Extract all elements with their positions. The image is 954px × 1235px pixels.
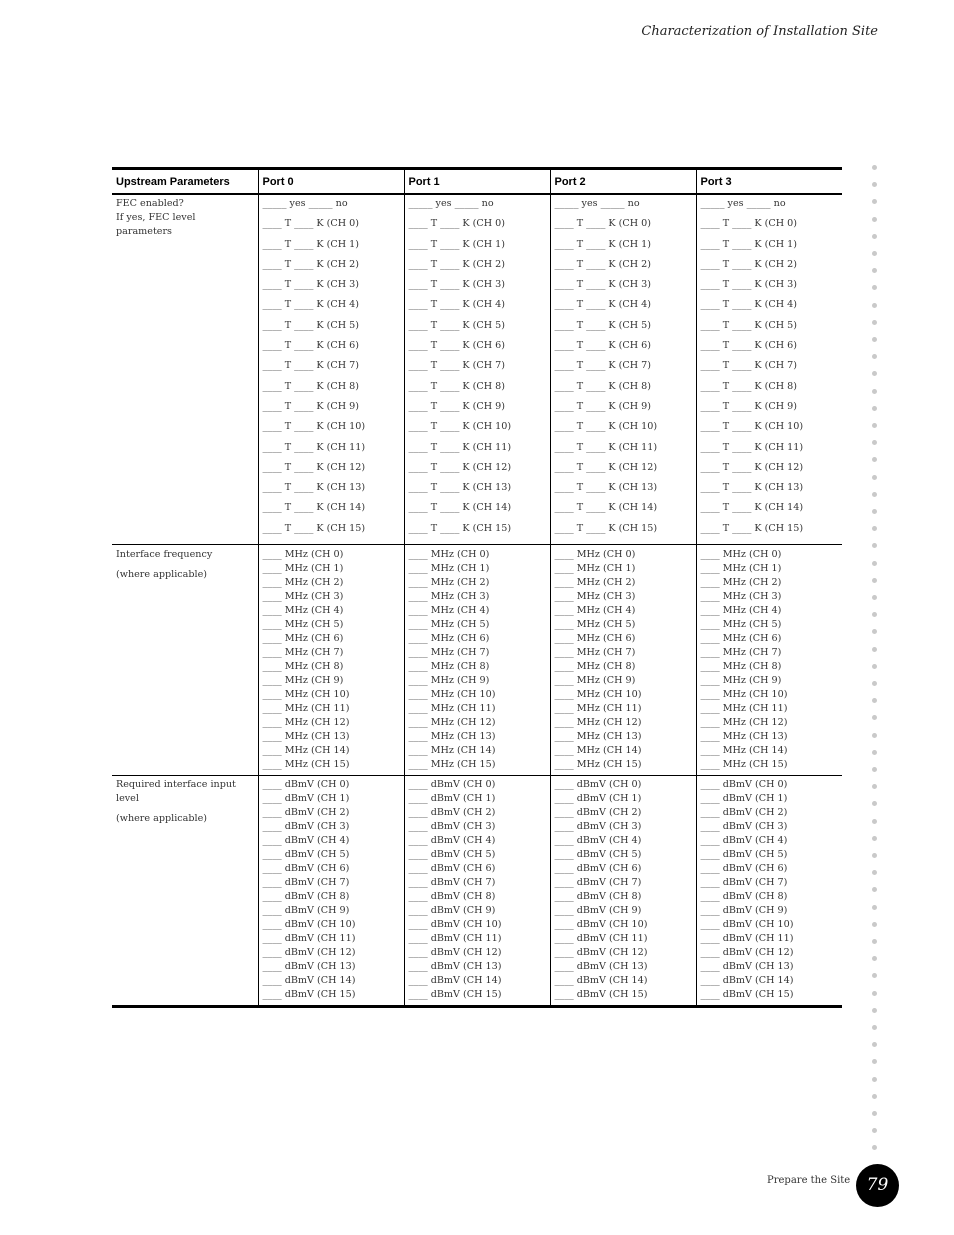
input-level-label-line: (where applicable) bbox=[116, 813, 207, 825]
field-entry-line[interactable]: ____ dBmV (CH 8) bbox=[700, 891, 788, 903]
fec-label-cell bbox=[112, 194, 258, 545]
field-entry-line[interactable]: ____ T ____ K (CH 14) bbox=[262, 502, 366, 514]
field-entry-line[interactable]: ____ MHz (CH 6) bbox=[408, 633, 490, 645]
input-level-port-3-cell[interactable] bbox=[696, 776, 842, 1007]
field-entry-line[interactable]: _____ yes _____ no bbox=[262, 198, 348, 209]
field-entry-line[interactable]: ____ T ____ K (CH 8) bbox=[408, 380, 505, 392]
field-entry-line[interactable]: ____ MHz (CH 4) bbox=[262, 605, 344, 617]
margin-dot bbox=[872, 457, 877, 462]
margin-dot bbox=[872, 234, 877, 239]
field-entry-line[interactable]: _____ yes _____ no bbox=[554, 198, 640, 209]
field-entry-line[interactable]: ____ MHz (CH 3) bbox=[262, 591, 344, 603]
field-entry-line[interactable]: ____ dBmV (CH 0) bbox=[262, 779, 350, 791]
field-entry-line[interactable]: ____ MHz (CH 13) bbox=[700, 731, 788, 743]
field-entry-line[interactable]: ____ T ____ K (CH 9) bbox=[408, 400, 505, 412]
field-entry-line[interactable]: ____ dBmV (CH 7) bbox=[262, 877, 350, 889]
fec-port-0-cell[interactable] bbox=[258, 194, 404, 545]
field-entry-line[interactable]: ____ dBmV (CH 7) bbox=[408, 877, 496, 889]
field-entry-line[interactable]: ____ T ____ K (CH 5) bbox=[262, 319, 359, 331]
field-entry-line[interactable]: ____ T ____ K (CH 11) bbox=[554, 441, 658, 453]
field-entry-line[interactable]: ____ MHz (CH 10) bbox=[700, 689, 788, 701]
field-entry-line[interactable]: ____ MHz (CH 7) bbox=[700, 647, 782, 659]
field-entry-line[interactable]: ____ MHz (CH 14) bbox=[408, 745, 496, 757]
field-entry-line[interactable]: ____ T ____ K (CH 10) bbox=[262, 421, 366, 433]
field-entry-line[interactable]: ____ T ____ K (CH 6) bbox=[700, 340, 797, 352]
field-entry-line[interactable]: ____ dBmV (CH 12) bbox=[262, 947, 356, 959]
field-entry-line[interactable]: ____ dBmV (CH 11) bbox=[554, 933, 648, 945]
margin-dot bbox=[872, 767, 877, 772]
field-entry-line[interactable]: ____ dBmV (CH 2) bbox=[408, 807, 496, 819]
frequency-port-3-cell[interactable] bbox=[696, 545, 842, 776]
upstream-parameters-table bbox=[112, 167, 842, 1008]
field-entry-line[interactable]: _____ yes _____ no bbox=[408, 198, 494, 209]
frequency-port-1-cell[interactable] bbox=[404, 545, 550, 776]
field-entry-line[interactable]: ____ MHz (CH 11) bbox=[262, 703, 350, 715]
margin-dot bbox=[872, 165, 877, 170]
field-entry-line[interactable]: ____ MHz (CH 5) bbox=[700, 619, 782, 631]
fec-port-2-cell[interactable] bbox=[550, 194, 696, 545]
fec-label-line: If yes, FEC level parameters bbox=[116, 212, 196, 237]
field-entry-line[interactable]: ____ dBmV (CH 6) bbox=[700, 863, 788, 875]
field-entry-line[interactable]: ____ MHz (CH 0) bbox=[554, 549, 636, 561]
field-entry-line[interactable]: ____ MHz (CH 7) bbox=[408, 647, 490, 659]
margin-dot bbox=[872, 1128, 877, 1133]
field-entry-line[interactable]: ____ T ____ K (CH 10) bbox=[554, 421, 658, 433]
field-entry-line[interactable]: ____ T ____ K (CH 1) bbox=[700, 238, 797, 250]
field-entry-line[interactable]: ____ T ____ K (CH 5) bbox=[408, 319, 505, 331]
margin-dot bbox=[872, 715, 877, 720]
field-entry-line[interactable]: ____ MHz (CH 8) bbox=[408, 661, 490, 673]
field-entry-line[interactable]: ____ T ____ K (CH 15) bbox=[700, 522, 804, 534]
input-level-row bbox=[112, 776, 842, 1007]
field-entry-line[interactable]: ____ dBmV (CH 12) bbox=[554, 947, 648, 959]
field-entry-line[interactable]: ____ T ____ K (CH 4) bbox=[262, 299, 359, 311]
field-entry-line[interactable]: ____ MHz (CH 2) bbox=[700, 577, 782, 589]
field-entry-line[interactable]: ____ T ____ K (CH 6) bbox=[554, 340, 651, 352]
field-entry-line[interactable]: ____ MHz (CH 0) bbox=[700, 549, 782, 561]
margin-dot bbox=[872, 784, 877, 789]
field-entry-line[interactable]: ____ MHz (CH 0) bbox=[408, 549, 490, 561]
field-entry-line[interactable]: ____ dBmV (CH 8) bbox=[554, 891, 642, 903]
field-entry-line[interactable]: ____ dBmV (CH 12) bbox=[408, 947, 502, 959]
margin-dot bbox=[872, 595, 877, 600]
margin-dot bbox=[872, 905, 877, 910]
field-entry-line[interactable]: ____ dBmV (CH 9) bbox=[408, 905, 496, 917]
field-entry-line[interactable]: ____ T ____ K (CH 0) bbox=[554, 218, 651, 230]
field-entry-line[interactable]: ____ dBmV (CH 11) bbox=[262, 933, 356, 945]
field-entry-line[interactable]: ____ dBmV (CH 6) bbox=[408, 863, 496, 875]
field-entry-line[interactable]: ____ MHz (CH 11) bbox=[554, 703, 642, 715]
frequency-port-2-cell[interactable] bbox=[550, 545, 696, 776]
column-header-port-2: Port 2 bbox=[550, 169, 696, 195]
margin-dot bbox=[872, 1111, 877, 1116]
margin-dot bbox=[872, 647, 877, 652]
field-entry-line[interactable]: ____ T ____ K (CH 9) bbox=[700, 400, 797, 412]
field-entry-line[interactable]: ____ T ____ K (CH 12) bbox=[554, 461, 658, 473]
field-entry-line[interactable]: ____ MHz (CH 11) bbox=[408, 703, 496, 715]
field-entry-line[interactable]: ____ dBmV (CH 2) bbox=[700, 807, 788, 819]
input-level-label-cell bbox=[112, 776, 258, 1007]
field-entry-line[interactable]: ____ MHz (CH 15) bbox=[700, 759, 788, 771]
margin-dot bbox=[872, 991, 877, 996]
field-entry-line[interactable]: ____ T ____ K (CH 7) bbox=[408, 360, 505, 372]
field-entry-line[interactable]: ____ T ____ K (CH 1) bbox=[554, 238, 651, 250]
field-entry-line[interactable]: ____ MHz (CH 6) bbox=[262, 633, 344, 645]
field-entry-line[interactable]: ____ dBmV (CH 14) bbox=[408, 975, 502, 987]
field-entry-line[interactable]: ____ T ____ K (CH 4) bbox=[554, 299, 651, 311]
margin-dot bbox=[872, 526, 877, 531]
field-entry-line[interactable]: ____ dBmV (CH 4) bbox=[262, 835, 350, 847]
field-entry-line[interactable]: ____ MHz (CH 9) bbox=[408, 675, 490, 687]
footer-section-label: Prepare the Site bbox=[767, 1175, 851, 1186]
field-entry-line[interactable]: ____ dBmV (CH 1) bbox=[554, 793, 642, 805]
field-entry-line[interactable]: ____ T ____ K (CH 13) bbox=[554, 482, 658, 494]
field-entry-line[interactable]: ____ dBmV (CH 13) bbox=[554, 961, 648, 973]
field-entry-line[interactable]: ____ MHz (CH 11) bbox=[700, 703, 788, 715]
field-entry-line[interactable]: ____ T ____ K (CH 7) bbox=[700, 360, 797, 372]
field-entry-line[interactable]: ____ T ____ K (CH 12) bbox=[700, 461, 804, 473]
field-entry-line[interactable]: ____ dBmV (CH 15) bbox=[262, 989, 356, 1001]
field-entry-line[interactable]: ____ T ____ K (CH 0) bbox=[262, 218, 359, 230]
field-entry-line[interactable]: ____ dBmV (CH 8) bbox=[408, 891, 496, 903]
margin-dot bbox=[872, 406, 877, 411]
field-entry-line[interactable]: ____ T ____ K (CH 3) bbox=[554, 279, 651, 291]
field-entry-line[interactable]: ____ T ____ K (CH 3) bbox=[262, 279, 359, 291]
margin-dot bbox=[872, 922, 877, 927]
margin-dot bbox=[872, 199, 877, 204]
margin-dot bbox=[872, 819, 877, 824]
field-entry-line[interactable]: ____ MHz (CH 13) bbox=[408, 731, 496, 743]
margin-dot bbox=[872, 389, 877, 394]
field-entry-line[interactable]: ____ MHz (CH 9) bbox=[262, 675, 344, 687]
margin-dot bbox=[872, 1077, 877, 1082]
field-entry-line[interactable]: ____ T ____ K (CH 11) bbox=[700, 441, 804, 453]
field-entry-line[interactable]: ____ dBmV (CH 1) bbox=[700, 793, 788, 805]
field-entry-line[interactable]: _____ yes _____ no bbox=[700, 198, 786, 209]
margin-dot bbox=[872, 664, 877, 669]
field-entry-line[interactable]: ____ dBmV (CH 13) bbox=[408, 961, 502, 973]
field-entry-line[interactable]: ____ dBmV (CH 6) bbox=[262, 863, 350, 875]
field-entry-line[interactable]: ____ T ____ K (CH 10) bbox=[408, 421, 512, 433]
field-entry-line[interactable]: ____ T ____ K (CH 14) bbox=[700, 502, 804, 514]
field-entry-line[interactable]: ____ MHz (CH 1) bbox=[700, 563, 782, 575]
field-entry-line[interactable]: ____ T ____ K (CH 13) bbox=[700, 482, 804, 494]
field-entry-line[interactable]: ____ MHz (CH 8) bbox=[554, 661, 636, 673]
field-entry-line[interactable]: ____ T ____ K (CH 12) bbox=[408, 461, 512, 473]
field-entry-line[interactable]: ____ T ____ K (CH 1) bbox=[262, 238, 359, 250]
column-header-port-3: Port 3 bbox=[696, 169, 842, 195]
margin-dot bbox=[872, 1145, 877, 1150]
field-entry-line[interactable]: ____ dBmV (CH 10) bbox=[262, 919, 356, 931]
field-entry-line[interactable]: ____ dBmV (CH 12) bbox=[700, 947, 794, 959]
field-entry-line[interactable]: ____ dBmV (CH 5) bbox=[554, 849, 642, 861]
column-header-port-1: Port 1 bbox=[404, 169, 550, 195]
margin-dot bbox=[872, 698, 877, 703]
field-entry-line[interactable]: ____ dBmV (CH 1) bbox=[408, 793, 496, 805]
field-entry-line[interactable]: ____ MHz (CH 6) bbox=[700, 633, 782, 645]
field-entry-line[interactable]: ____ T ____ K (CH 2) bbox=[554, 258, 651, 270]
margin-dot bbox=[872, 973, 877, 978]
margin-dot bbox=[872, 251, 877, 256]
field-entry-line[interactable]: ____ T ____ K (CH 15) bbox=[554, 522, 658, 534]
input-level-port-2-cell[interactable] bbox=[550, 776, 696, 1007]
field-entry-line[interactable]: ____ T ____ K (CH 9) bbox=[554, 400, 651, 412]
margin-dot bbox=[872, 612, 877, 617]
field-entry-line[interactable]: ____ dBmV (CH 2) bbox=[262, 807, 350, 819]
field-entry-line[interactable]: ____ T ____ K (CH 6) bbox=[408, 340, 505, 352]
field-entry-line[interactable]: ____ MHz (CH 8) bbox=[700, 661, 782, 673]
column-header-port-0: Port 0 bbox=[258, 169, 404, 195]
field-entry-line[interactable]: ____ T ____ K (CH 2) bbox=[700, 258, 797, 270]
field-entry-line[interactable]: ____ T ____ K (CH 15) bbox=[408, 522, 512, 534]
field-entry-line[interactable]: ____ T ____ K (CH 12) bbox=[262, 461, 366, 473]
field-entry-line[interactable]: ____ MHz (CH 2) bbox=[408, 577, 490, 589]
frequency-port-0-cell[interactable] bbox=[258, 545, 404, 776]
field-entry-line[interactable]: ____ T ____ K (CH 8) bbox=[700, 380, 797, 392]
field-entry-line[interactable]: ____ dBmV (CH 4) bbox=[408, 835, 496, 847]
field-entry-line[interactable]: ____ T ____ K (CH 9) bbox=[262, 400, 359, 412]
field-entry-line[interactable]: ____ dBmV (CH 5) bbox=[408, 849, 496, 861]
field-entry-line[interactable]: ____ MHz (CH 13) bbox=[554, 731, 642, 743]
margin-dot bbox=[872, 1025, 877, 1030]
field-entry-line[interactable]: ____ dBmV (CH 3) bbox=[408, 821, 496, 833]
page-number-badge: 79 bbox=[856, 1164, 899, 1207]
field-entry-line[interactable]: ____ dBmV (CH 7) bbox=[554, 877, 642, 889]
field-entry-line[interactable]: ____ T ____ K (CH 13) bbox=[262, 482, 366, 494]
field-entry-line[interactable]: ____ T ____ K (CH 11) bbox=[408, 441, 512, 453]
field-entry-line[interactable]: ____ dBmV (CH 15) bbox=[700, 989, 794, 1001]
field-entry-line[interactable]: ____ T ____ K (CH 8) bbox=[262, 380, 359, 392]
margin-dot bbox=[872, 423, 877, 428]
input-level-port-1-cell[interactable] bbox=[404, 776, 550, 1007]
field-entry-line[interactable]: ____ MHz (CH 12) bbox=[408, 717, 496, 729]
field-entry-line[interactable]: ____ T ____ K (CH 4) bbox=[700, 299, 797, 311]
field-entry-line[interactable]: ____ dBmV (CH 9) bbox=[554, 905, 642, 917]
margin-dot bbox=[872, 217, 877, 222]
margin-dot bbox=[872, 475, 877, 480]
field-entry-line[interactable]: ____ dBmV (CH 3) bbox=[262, 821, 350, 833]
field-entry-line[interactable]: ____ MHz (CH 14) bbox=[700, 745, 788, 757]
margin-dot bbox=[872, 1008, 877, 1013]
input-level-port-0-cell[interactable] bbox=[258, 776, 404, 1007]
fec-label-line: FEC enabled? bbox=[116, 198, 184, 209]
margin-dot bbox=[872, 750, 877, 755]
field-entry-line[interactable]: ____ MHz (CH 14) bbox=[554, 745, 642, 757]
field-entry-line[interactable]: ____ T ____ K (CH 11) bbox=[262, 441, 366, 453]
field-entry-line[interactable]: ____ T ____ K (CH 0) bbox=[700, 218, 797, 230]
field-entry-line[interactable]: ____ MHz (CH 0) bbox=[262, 549, 344, 561]
field-entry-line[interactable]: ____ dBmV (CH 3) bbox=[700, 821, 788, 833]
field-entry-line[interactable]: ____ T ____ K (CH 7) bbox=[262, 360, 359, 372]
margin-dot bbox=[872, 836, 877, 841]
field-entry-line[interactable]: ____ T ____ K (CH 14) bbox=[408, 502, 512, 514]
field-entry-line[interactable]: ____ dBmV (CH 13) bbox=[700, 961, 794, 973]
margin-dot bbox=[872, 440, 877, 445]
field-entry-line[interactable]: ____ MHz (CH 3) bbox=[700, 591, 782, 603]
field-entry-line[interactable]: ____ MHz (CH 2) bbox=[554, 577, 636, 589]
column-header-parameters: Upstream Parameters bbox=[112, 169, 258, 195]
field-entry-line[interactable]: ____ dBmV (CH 13) bbox=[262, 961, 356, 973]
field-entry-line[interactable]: ____ T ____ K (CH 14) bbox=[554, 502, 658, 514]
field-entry-line[interactable]: ____ dBmV (CH 0) bbox=[700, 779, 788, 791]
upstream-parameters-table-wrapper bbox=[112, 167, 842, 1008]
field-entry-line[interactable]: ____ T ____ K (CH 8) bbox=[554, 380, 651, 392]
field-entry-line[interactable]: ____ MHz (CH 6) bbox=[554, 633, 636, 645]
field-entry-line[interactable]: ____ dBmV (CH 14) bbox=[700, 975, 794, 987]
interface-frequency-label-cell bbox=[112, 545, 258, 776]
field-entry-line[interactable]: ____ MHz (CH 12) bbox=[700, 717, 788, 729]
table-header-row bbox=[112, 169, 842, 195]
field-entry-line[interactable]: ____ MHz (CH 12) bbox=[554, 717, 642, 729]
field-entry-line[interactable]: ____ MHz (CH 8) bbox=[262, 661, 344, 673]
input-level-label-line: level bbox=[116, 793, 139, 805]
field-entry-line[interactable]: ____ MHz (CH 10) bbox=[554, 689, 642, 701]
margin-dot bbox=[872, 182, 877, 187]
margin-dot bbox=[872, 733, 877, 738]
margin-dot bbox=[872, 1059, 877, 1064]
field-entry-line[interactable]: ____ MHz (CH 7) bbox=[554, 647, 636, 659]
margin-dot bbox=[872, 578, 877, 583]
margin-dot bbox=[872, 681, 877, 686]
field-entry-line[interactable]: ____ dBmV (CH 3) bbox=[554, 821, 642, 833]
field-entry-line[interactable]: ____ T ____ K (CH 6) bbox=[262, 340, 359, 352]
field-entry-line[interactable]: ____ T ____ K (CH 5) bbox=[554, 319, 651, 331]
margin-dot bbox=[872, 509, 877, 514]
input-level-label-line: Required interface input bbox=[116, 779, 236, 791]
field-entry-line[interactable]: ____ T ____ K (CH 2) bbox=[408, 258, 505, 270]
field-entry-line[interactable]: ____ T ____ K (CH 10) bbox=[700, 421, 804, 433]
field-entry-line[interactable]: ____ dBmV (CH 8) bbox=[262, 891, 350, 903]
field-entry-line[interactable]: ____ MHz (CH 5) bbox=[262, 619, 344, 631]
field-entry-line[interactable]: ____ dBmV (CH 4) bbox=[700, 835, 788, 847]
field-entry-line[interactable]: ____ T ____ K (CH 3) bbox=[700, 279, 797, 291]
field-entry-line[interactable]: ____ T ____ K (CH 2) bbox=[262, 258, 359, 270]
margin-dot bbox=[872, 492, 877, 497]
field-entry-line[interactable]: ____ MHz (CH 9) bbox=[554, 675, 636, 687]
field-entry-line[interactable]: ____ MHz (CH 12) bbox=[262, 717, 350, 729]
field-entry-line[interactable]: ____ dBmV (CH 9) bbox=[700, 905, 788, 917]
field-entry-line[interactable]: ____ dBmV (CH 9) bbox=[262, 905, 350, 917]
margin-dot bbox=[872, 354, 877, 359]
margin-dot bbox=[872, 870, 877, 875]
fec-port-3-cell[interactable] bbox=[696, 194, 842, 545]
field-entry-line[interactable]: ____ T ____ K (CH 13) bbox=[408, 482, 512, 494]
margin-dot bbox=[872, 303, 877, 308]
field-entry-line[interactable]: ____ T ____ K (CH 5) bbox=[700, 319, 797, 331]
margin-dot bbox=[872, 285, 877, 290]
field-entry-line[interactable]: ____ MHz (CH 1) bbox=[408, 563, 490, 575]
field-entry-line[interactable]: ____ T ____ K (CH 0) bbox=[408, 218, 505, 230]
field-entry-line[interactable]: ____ MHz (CH 15) bbox=[408, 759, 496, 771]
field-entry-line[interactable]: ____ dBmV (CH 6) bbox=[554, 863, 642, 875]
field-entry-line[interactable]: ____ dBmV (CH 14) bbox=[262, 975, 356, 987]
field-entry-line[interactable]: ____ T ____ K (CH 15) bbox=[262, 522, 366, 534]
field-entry-line[interactable]: ____ T ____ K (CH 3) bbox=[408, 279, 505, 291]
margin-dot bbox=[872, 371, 877, 376]
field-entry-line[interactable]: ____ dBmV (CH 11) bbox=[700, 933, 794, 945]
field-entry-line[interactable]: ____ dBmV (CH 1) bbox=[262, 793, 350, 805]
field-entry-line[interactable]: ____ dBmV (CH 0) bbox=[554, 779, 642, 791]
field-entry-line[interactable]: ____ dBmV (CH 10) bbox=[554, 919, 648, 931]
field-entry-line[interactable]: ____ MHz (CH 14) bbox=[262, 745, 350, 757]
interface-frequency-row bbox=[112, 545, 842, 776]
field-entry-line[interactable]: ____ dBmV (CH 2) bbox=[554, 807, 642, 819]
field-entry-line[interactable]: ____ MHz (CH 5) bbox=[554, 619, 636, 631]
fec-row bbox=[112, 194, 842, 545]
field-entry-line[interactable]: ____ MHz (CH 5) bbox=[408, 619, 490, 631]
margin-dot bbox=[872, 320, 877, 325]
field-entry-line[interactable]: ____ dBmV (CH 15) bbox=[408, 989, 502, 1001]
field-entry-line[interactable]: ____ MHz (CH 4) bbox=[554, 605, 636, 617]
margin-dot bbox=[872, 543, 877, 548]
margin-dot bbox=[872, 1042, 877, 1047]
field-entry-line[interactable]: ____ MHz (CH 1) bbox=[554, 563, 636, 575]
field-entry-line[interactable]: ____ MHz (CH 4) bbox=[408, 605, 490, 617]
field-entry-line[interactable]: ____ MHz (CH 13) bbox=[262, 731, 350, 743]
margin-dot bbox=[872, 801, 877, 806]
field-entry-line[interactable]: ____ MHz (CH 10) bbox=[262, 689, 350, 701]
margin-dot bbox=[872, 1094, 877, 1099]
field-entry-line[interactable]: ____ MHz (CH 3) bbox=[554, 591, 636, 603]
field-entry-line[interactable]: ____ MHz (CH 1) bbox=[262, 563, 344, 575]
field-entry-line[interactable]: ____ dBmV (CH 10) bbox=[408, 919, 502, 931]
field-entry-line[interactable]: ____ dBmV (CH 5) bbox=[262, 849, 350, 861]
field-entry-line[interactable]: ____ dBmV (CH 0) bbox=[408, 779, 496, 791]
running-header-title: Characterization of Installation Site bbox=[641, 24, 878, 39]
field-entry-line[interactable]: ____ MHz (CH 10) bbox=[408, 689, 496, 701]
field-entry-line[interactable]: ____ MHz (CH 4) bbox=[700, 605, 782, 617]
field-entry-line[interactable]: ____ dBmV (CH 5) bbox=[700, 849, 788, 861]
field-entry-line[interactable]: ____ MHz (CH 7) bbox=[262, 647, 344, 659]
margin-dot bbox=[872, 629, 877, 634]
field-entry-line[interactable]: ____ MHz (CH 2) bbox=[262, 577, 344, 589]
field-entry-line[interactable]: ____ MHz (CH 9) bbox=[700, 675, 782, 687]
field-entry-line[interactable]: ____ MHz (CH 15) bbox=[554, 759, 642, 771]
margin-dot bbox=[872, 956, 877, 961]
interface-frequency-label-line: (where applicable) bbox=[116, 569, 207, 581]
margin-dot bbox=[872, 268, 877, 273]
margin-dot bbox=[872, 853, 877, 858]
field-entry-line[interactable]: ____ T ____ K (CH 7) bbox=[554, 360, 651, 372]
field-entry-line[interactable]: ____ dBmV (CH 14) bbox=[554, 975, 648, 987]
margin-dot bbox=[872, 939, 877, 944]
field-entry-line[interactable]: ____ MHz (CH 3) bbox=[408, 591, 490, 603]
field-entry-line[interactable]: ____ T ____ K (CH 4) bbox=[408, 299, 505, 311]
margin-dot bbox=[872, 561, 877, 566]
field-entry-line[interactable]: ____ dBmV (CH 7) bbox=[700, 877, 788, 889]
field-entry-line[interactable]: ____ dBmV (CH 10) bbox=[700, 919, 794, 931]
field-entry-line[interactable]: ____ dBmV (CH 4) bbox=[554, 835, 642, 847]
field-entry-line[interactable]: ____ MHz (CH 15) bbox=[262, 759, 350, 771]
field-entry-line[interactable]: ____ dBmV (CH 11) bbox=[408, 933, 502, 945]
margin-dot bbox=[872, 337, 877, 342]
field-entry-line[interactable]: ____ dBmV (CH 15) bbox=[554, 989, 648, 1001]
fec-port-1-cell[interactable] bbox=[404, 194, 550, 545]
interface-frequency-label-line: Interface frequency bbox=[116, 549, 213, 561]
field-entry-line[interactable]: ____ T ____ K (CH 1) bbox=[408, 238, 505, 250]
margin-dot bbox=[872, 887, 877, 892]
